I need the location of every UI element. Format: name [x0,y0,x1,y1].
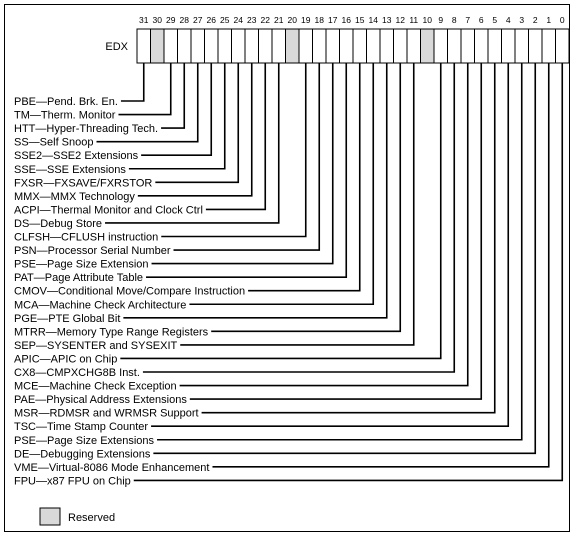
reserved-bit-cell-30 [151,29,165,63]
flag-label-bit-16: PAT—Page Attribute Table [14,272,144,285]
connector-bit-18 [174,63,320,250]
flag-label-bit-7: MCE—Machine Check Exception [14,380,177,393]
flag-label-bit-19: CLFSH—CFLUSH instruction [14,231,159,244]
bit-number-1: 1 [546,15,552,25]
bit-cell-1 [542,29,556,63]
bit-number-row [139,15,565,25]
connector-bit-29 [118,63,170,115]
bit-number-0: 0 [559,15,565,25]
bit-cell-11 [407,29,421,63]
flag-label-bit-22: ACPI—Thermal Monitor and Clock Ctrl [14,204,203,217]
register-bit-cells [137,29,569,63]
bit-number-26: 26 [206,15,216,25]
flag-label-bit-1: VME—Virtual-8086 Mode Enhancement [14,461,210,474]
bit-cell-21 [272,29,286,63]
bit-number-29: 29 [166,15,176,25]
flag-label-bit-3: PSE—Page Size Extensions [14,434,155,447]
connector-bit-31 [121,63,144,101]
bit-cell-13 [380,29,394,63]
reserved-bit-cell-20 [286,29,300,63]
bit-cell-9 [434,29,448,63]
bit-number-21: 21 [274,15,284,25]
connector-bit-22 [206,63,265,209]
flag-label-bit-18: PSN—Processor Serial Number [14,245,171,258]
bit-number-11: 11 [409,15,419,25]
connector-bit-6 [190,63,481,399]
bit-number-16: 16 [341,15,351,25]
flag-label-bit-24: FXSR—FXSAVE/FXRSTOR [14,177,153,190]
legend-reserved-label: Reserved [68,512,116,524]
connector-bit-16 [146,63,346,277]
bit-number-30: 30 [152,15,162,25]
flag-label-bit-11: SEP—SYSENTER and SYSEXIT [14,339,178,352]
bit-number-31: 31 [139,15,149,25]
bit-number-4: 4 [505,15,511,25]
connector-bit-11 [180,63,414,345]
flag-label-bit-2: DE—Debugging Extensions [14,448,151,461]
bit-cell-0 [556,29,570,63]
bit-number-17: 17 [328,15,338,25]
bit-cell-5 [488,29,502,63]
flag-label-bit-25: SSE—SSE Extensions [14,163,126,176]
bit-number-3: 3 [519,15,525,25]
connector-bit-28 [161,63,184,128]
bit-number-25: 25 [220,15,230,25]
flag-label-bit-0: FPU—x87 FPU on Chip [14,475,131,488]
flag-label-bit-4: TSC—Time Stamp Counter [14,421,149,434]
bit-cell-25 [218,29,232,63]
bit-number-6: 6 [478,15,484,25]
bit-number-5: 5 [492,15,498,25]
legend [40,508,115,525]
bit-number-19: 19 [301,15,311,25]
flag-label-bit-28: HTT—Hyper-Threading Tech. [14,123,159,136]
bit-cell-24 [232,29,246,63]
bit-number-13: 13 [382,15,392,25]
connector-bit-7 [180,63,468,386]
connector-bit-24 [155,63,238,182]
bit-number-2: 2 [532,15,538,25]
bit-cell-12 [394,29,408,63]
flag-label-bit-29: TM—Therm. Monitor [14,109,116,122]
bit-number-9: 9 [438,15,444,25]
bit-cell-18 [313,29,327,63]
flag-label-bit-26: SSE2—SSE2 Extensions [14,150,139,163]
bit-cell-17 [326,29,340,63]
bit-cell-31 [137,29,151,63]
connector-bit-5 [202,63,495,413]
connector-bit-13 [123,63,386,318]
bit-number-24: 24 [233,15,243,25]
flag-label-bit-23: MMX—MMX Technology [14,190,135,203]
bit-number-15: 15 [355,15,365,25]
bit-cell-27 [191,29,205,63]
bit-cell-6 [475,29,489,63]
flag-label-bit-17: PSE—Page Size Extension [14,258,149,271]
register-name-label: EDX [105,41,128,53]
bit-cell-29 [164,29,178,63]
flag-label-bit-12: MTRR—Memory Type Range Registers [14,326,209,339]
bit-number-20: 20 [287,15,297,25]
bit-cell-16 [340,29,354,63]
bit-number-7: 7 [465,15,471,25]
bit-cell-3 [515,29,529,63]
bit-number-27: 27 [193,15,203,25]
flag-label-bit-31: PBE—Pend. Brk. En. [14,96,118,108]
flag-label-bit-6: PAE—Physical Address Extensions [14,394,187,407]
flag-label-bit-15: CMOV—Conditional Move/Compare Instruction [14,285,246,298]
bit-number-14: 14 [368,15,378,25]
bit-cell-19 [299,29,313,63]
bit-number-10: 10 [422,15,432,25]
flag-label-bit-5: MSR—RDMSR and WRMSR Support [14,407,199,420]
bit-number-12: 12 [395,15,405,25]
bit-cell-2 [529,29,543,63]
bit-number-23: 23 [247,15,257,25]
bit-cell-8 [448,29,462,63]
bit-number-18: 18 [314,15,324,25]
bit-cell-23 [245,29,259,63]
flag-label-bit-8: CX8—CMPXCHG8B Inst. [14,367,140,379]
bit-cell-15 [353,29,367,63]
bit-cell-22 [259,29,273,63]
bit-cell-14 [367,29,381,63]
reserved-bit-cell-10 [421,29,435,63]
bit-cell-26 [205,29,219,63]
bit-cell-4 [502,29,516,63]
bit-cell-7 [461,29,475,63]
bit-cell-28 [178,29,192,63]
bit-number-22: 22 [260,15,270,25]
bit-number-8: 8 [451,15,457,25]
flag-label-bit-14: MCA—Machine Check Architecture [14,299,187,312]
flag-label-bit-21: DS—Debug Store [14,217,103,230]
connector-bit-1 [212,63,548,467]
bit-number-28: 28 [179,15,189,25]
flag-label-bit-9: APIC—APIC on Chip [14,353,118,366]
flag-label-bit-27: SS—Self Snoop [14,136,94,149]
flag-label-bit-13: PGE—PTE Global Bit [14,312,121,325]
reserved-swatch [40,508,60,525]
